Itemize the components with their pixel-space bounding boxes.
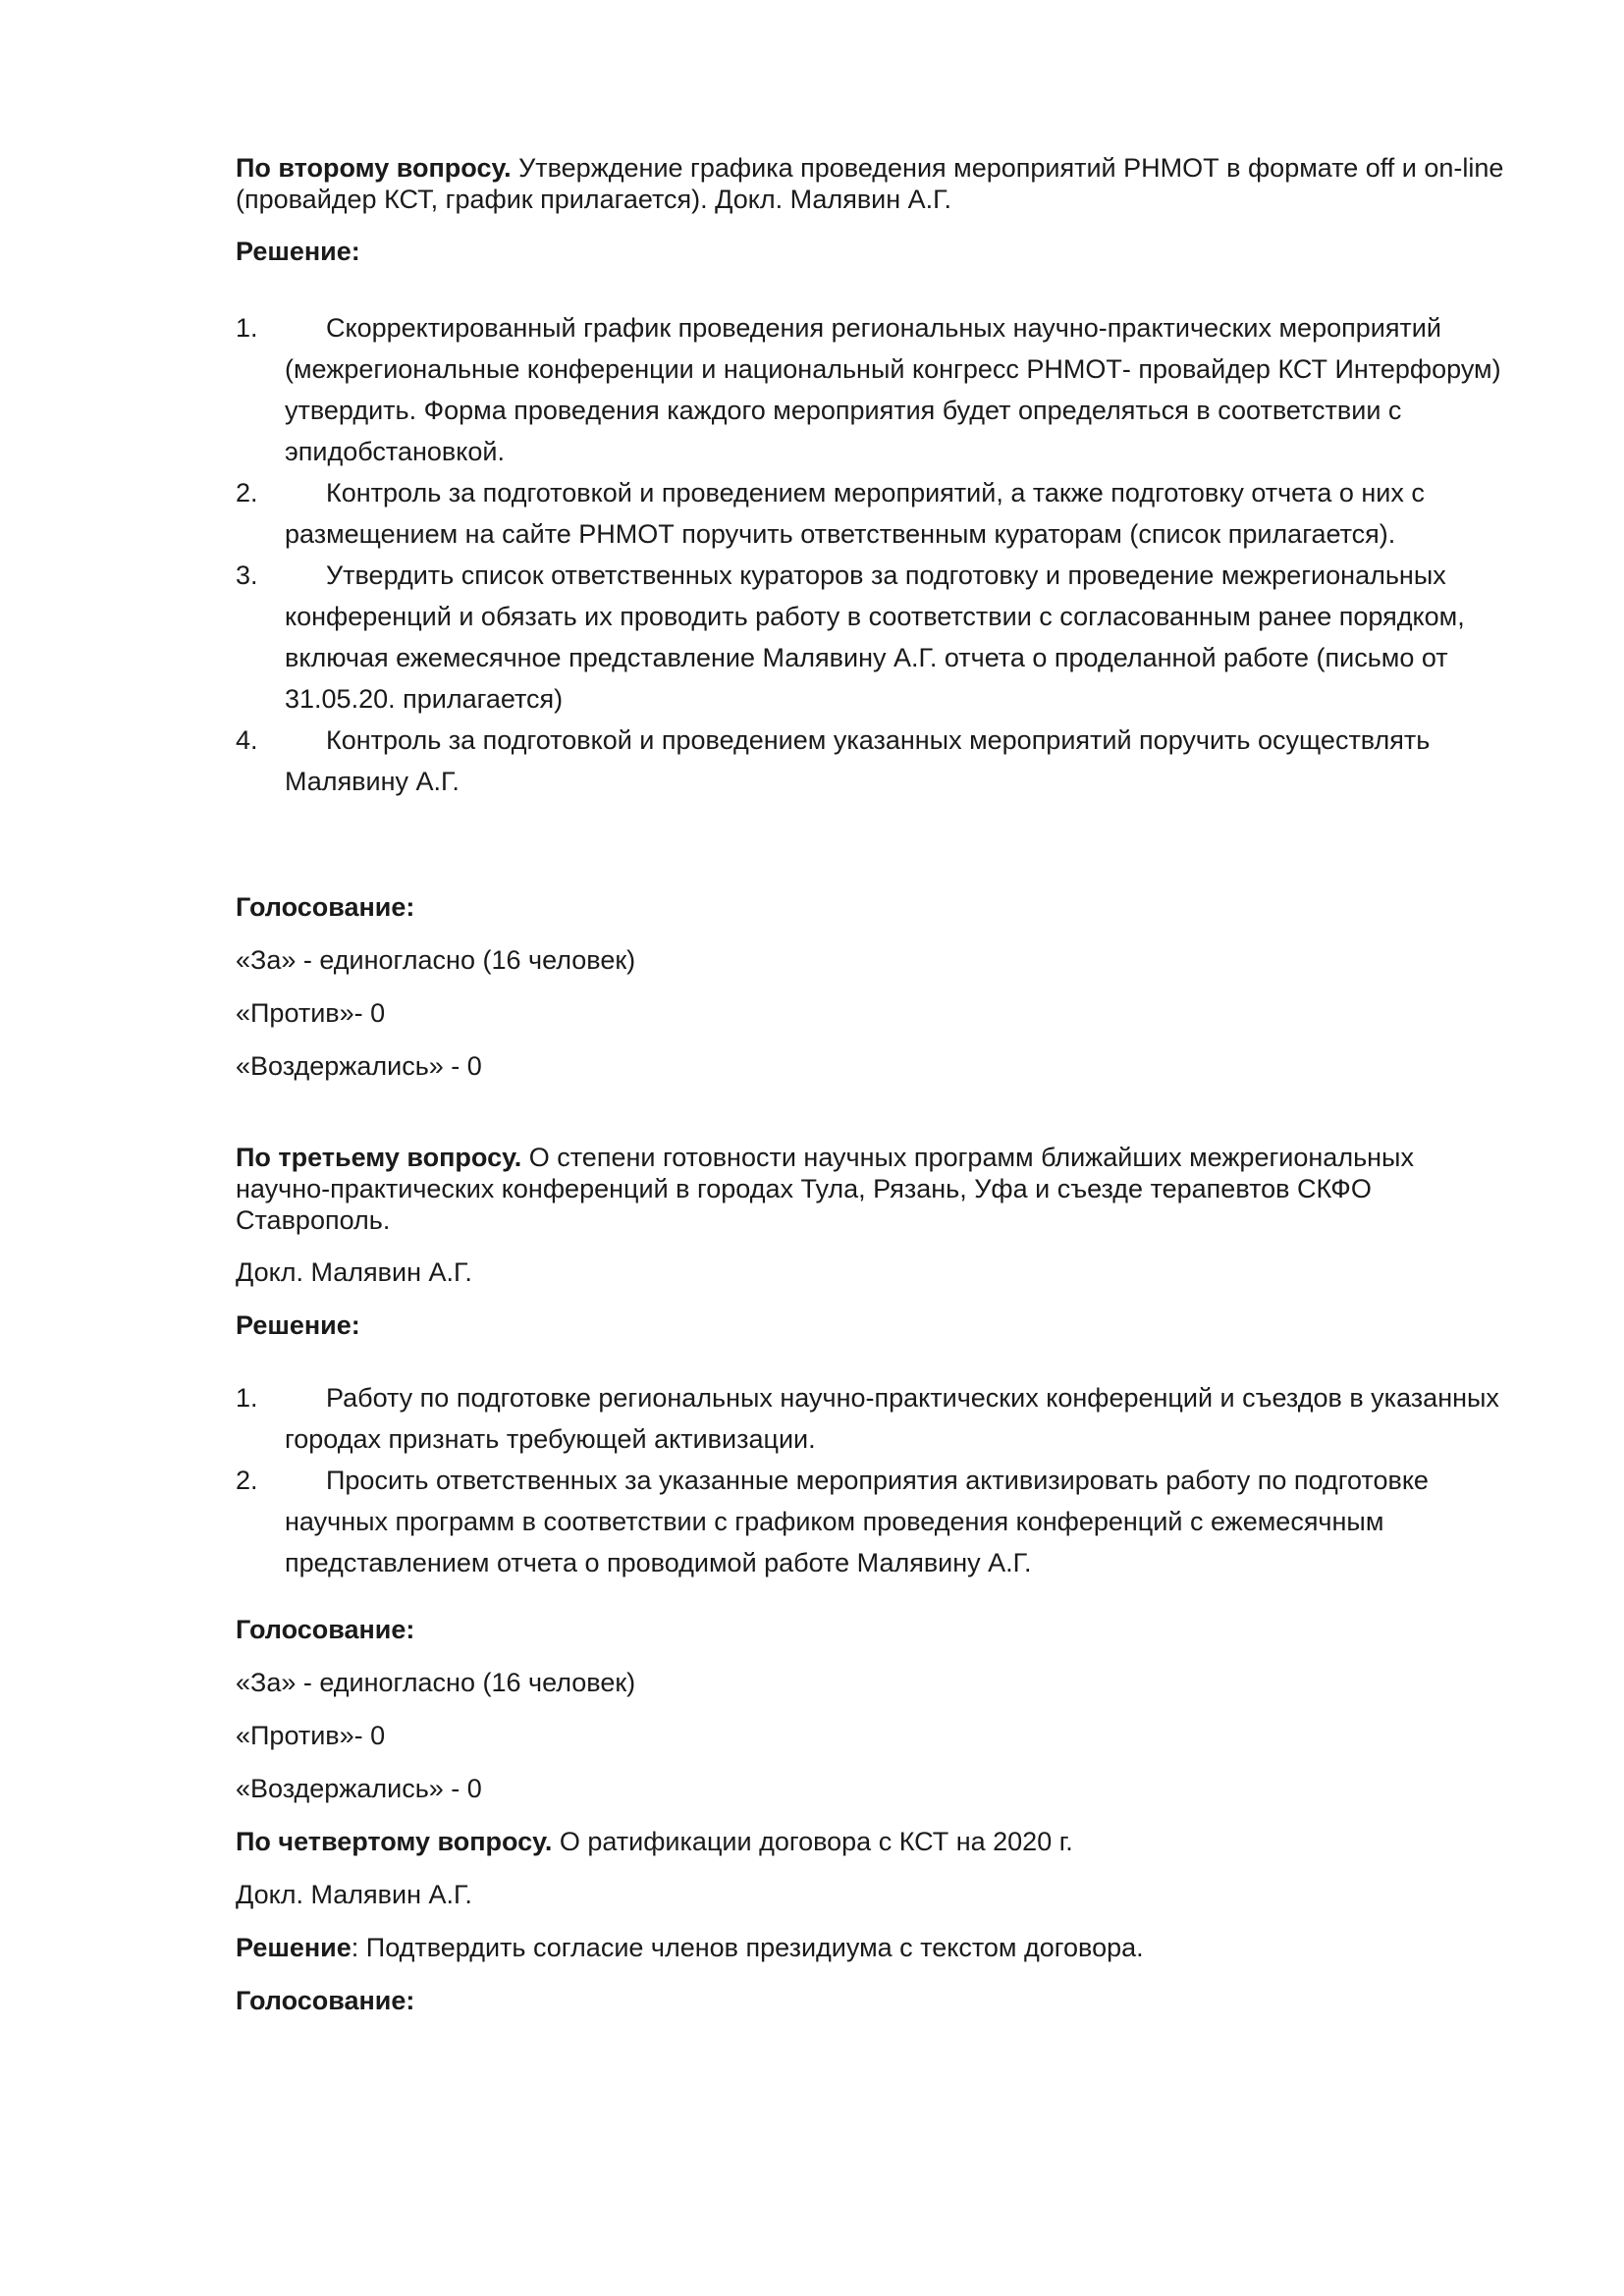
list-item [236,720,1512,802]
q4-text: О ратификации договора с КСТ на 2020 г. [552,1827,1073,1856]
list-item-text: Контроль за подготовкой и проведением мероприятий, а также подготовку отчета о них с размещением на сайте РНМОТ поручить ответственным кураторам (список прилагается). [285,478,1425,549]
list-item-number: 3. [236,561,258,590]
q3-speaker: Докл. Малявин А.Г. [236,1257,472,1287]
q4-decision [236,1931,1512,1964]
list-item [236,307,1512,472]
q4-heading: По четвертому вопросу. [236,1827,553,1856]
q4-paragraph [236,1825,1512,1858]
list-item-number: 2. [236,1466,258,1495]
q2-vote-label: Голосование: [236,892,415,922]
q2-decision-label: Решение: [236,237,360,266]
q3-vote-abstain: «Воздержались» - 0 [236,1774,482,1803]
q2-heading: По второму вопросу. [236,153,512,183]
q3-decision-list [236,1377,1512,1583]
list-item [236,1460,1512,1583]
list-item-text: Контроль за подготовкой и проведением указанных мероприятий поручить осуществлять Малявину А.Г. [285,725,1431,796]
q3-decision-label: Решение: [236,1310,360,1340]
list-item [236,555,1512,720]
q2-decision-list [236,307,1512,802]
q3-vote-for: «За» - единогласно (16 человек) [236,1668,636,1697]
q4-decision-text: : Подтвердить согласие членов президиума с текстом договора. [351,1933,1144,1962]
q2-vote-for: «За» - единогласно (16 человек) [236,945,636,975]
list-item-number: 1. [236,1383,258,1413]
list-item-text: Просить ответственных за указанные мероприятия активизировать работу по подготовке научных программ в соответствии с графиком проведения конференций с ежемесячным представлением отчета о проводимой работе Малявину А.Г. [285,1466,1429,1577]
q2-text: Утверждение графика проведения мероприятий РНМОТ в формате off и on-line (провайдер КСТ, график прилагается). Докл. Малявин А.Г. [236,153,1504,214]
q3-vote-label: Голосование: [236,1615,415,1644]
list-item-number: 1. [236,313,258,343]
list-item [236,1377,1512,1460]
list-item-text: Утвердить список ответственных кураторов за подготовку и проведение межрегиональных конференций и обязать их проводить работу в соответствии с согласованным ранее порядком, включая ежемесячное представление Малявину А.Г. отчета о проделанной работе (письмо от 31.05.20. прилагается) [285,561,1465,714]
q4-decision-label: Решение [236,1933,352,1962]
q4-speaker: Докл. Малявин А.Г. [236,1880,472,1909]
list-item-text: Скорректированный график проведения региональных научно-практических мероприятий (межрегиональные конференции и национальный конгресс РНМОТ- провайдер КСТ Интерфорум) утвердить. Форма проведения каждого мероприятия будет определяться в соответствии с эпидобстановкой. [285,313,1501,466]
list-item-text: Работу по подготовке региональных научно-практических конференций и съездов в указанных городах признать требующей активизации. [285,1383,1499,1454]
q3-paragraph [236,1142,1512,1236]
document-page [236,152,1512,2017]
list-item [236,472,1512,555]
q2-paragraph [236,152,1512,215]
q2-vote-abstain: «Воздержались» - 0 [236,1051,482,1081]
q3-text: О степени готовности научных программ ближайших межрегиональных научно-практических конференций в городах Тула, Рязань, Уфа и съезде терапевтов СКФО Ставрополь. [236,1143,1414,1235]
q4-vote-label: Голосование: [236,1986,415,2015]
q3-vote-against: «Против»- 0 [236,1721,386,1750]
list-item-number: 4. [236,725,258,755]
list-item-number: 2. [236,478,258,507]
q3-heading: По третьему вопросу. [236,1143,522,1172]
q2-vote-against: «Против»- 0 [236,998,386,1028]
